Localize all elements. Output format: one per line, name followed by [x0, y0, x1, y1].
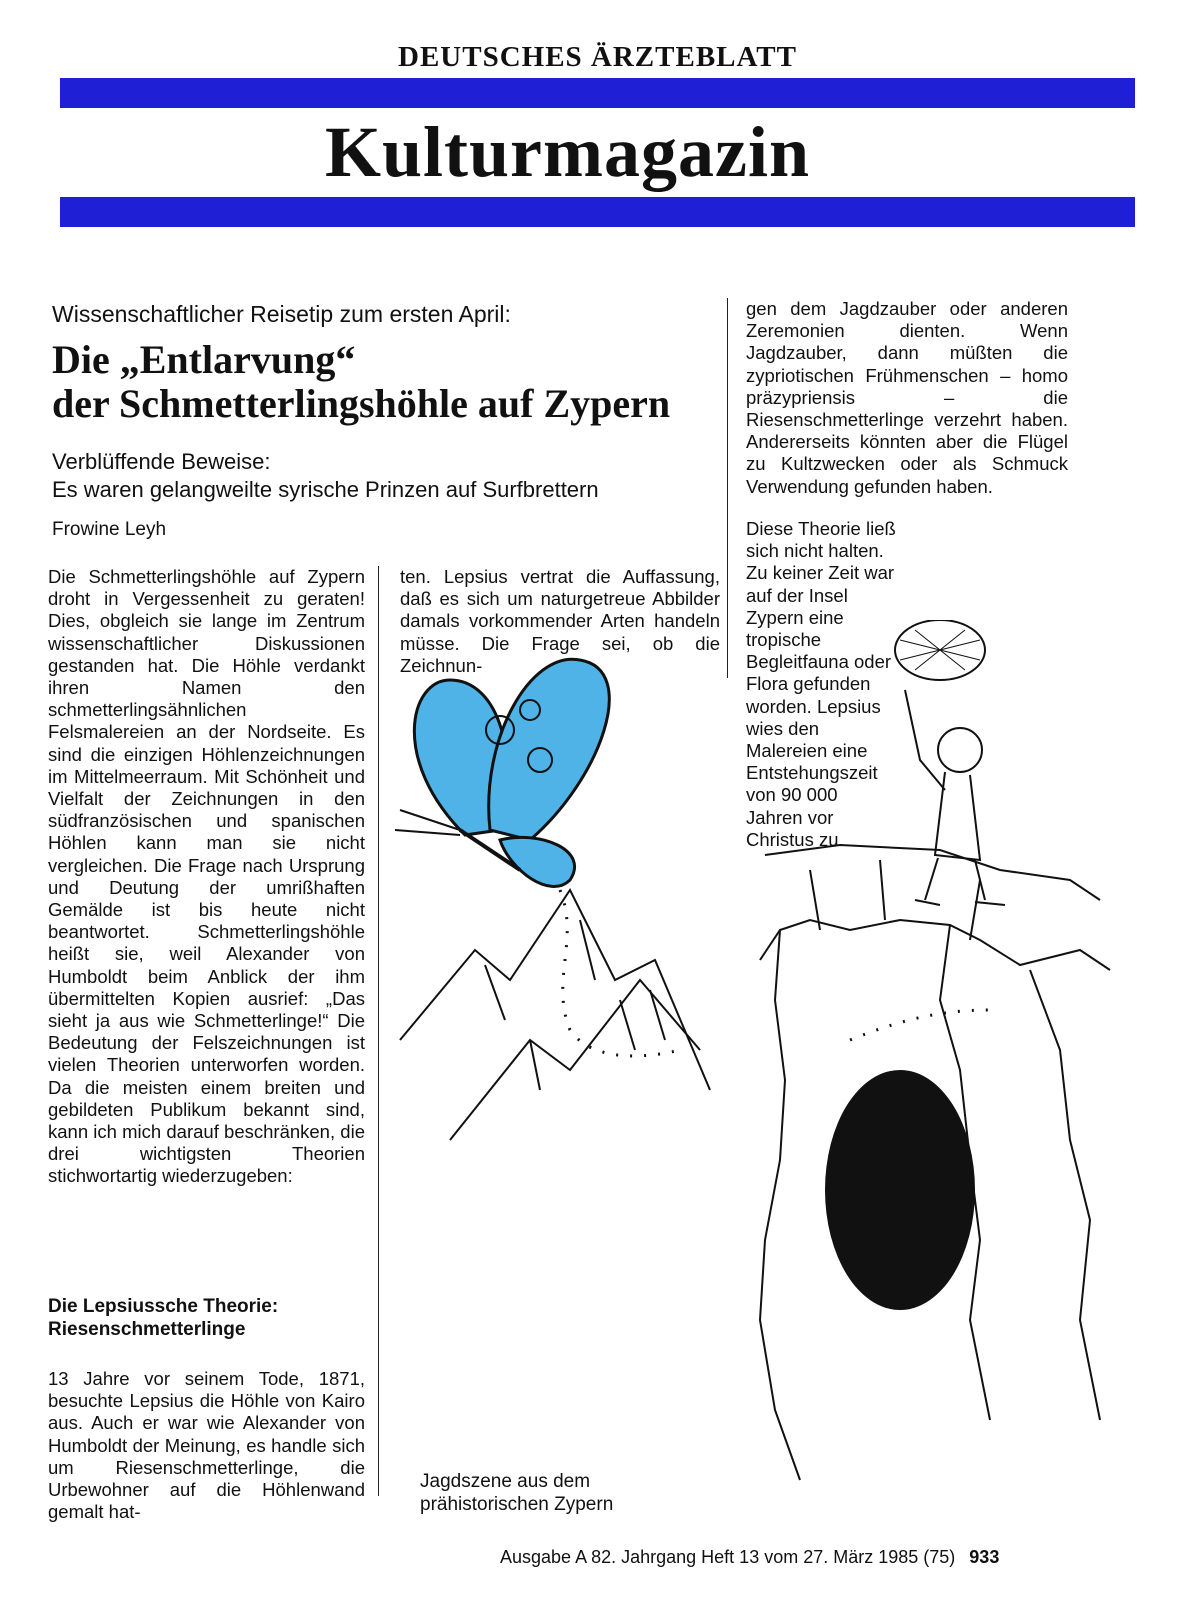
body-paragraph: gen dem Jagdzauber oder anderen Zeremonien dienten. Wenn Jagdzauber, dann müßten die zypriotischen Frühmenschen – homo präzypriensis – die Riesenschmetterlinge verzehrt haben. Andererseits könnten aber die Flügel zu Kultzwecken oder als Schmuck Verwendung gefunden haben.: [746, 298, 1068, 497]
flight-path: [850, 1010, 990, 1040]
issue-info: Ausgabe A 82. Jahrgang Heft 13 vom 27. März 1985 (75): [500, 1547, 956, 1567]
article-column-1-continued: [48, 1368, 365, 1523]
cartoon-illustration: [380, 620, 1140, 1520]
headline-line-1: Die „Entlarvung“: [52, 337, 356, 382]
subsection-heading: [48, 1295, 365, 1341]
bottom-blue-bar: [60, 197, 1135, 227]
column-divider: [378, 566, 379, 1496]
figure-caption-line-2: prähistorischen Zypern: [420, 1494, 614, 1515]
figure-caption-line-1: Jagdszene aus dem: [420, 1471, 591, 1492]
caveman-drawing: [895, 620, 1005, 905]
body-paragraph: Diese Theorie ließ sich nicht halten. Zu keiner Zeit war auf der Insel Zypern eine tropische Begleitfauna oder Flora gefunden worden. Lepsius wies den Malereien eine Entstehungszeit von 90 000 Jahren vor Christus zu.: [746, 518, 896, 850]
subhead-line-1: Verblüffende Beweise:: [52, 449, 271, 474]
mountains-drawing: [400, 890, 710, 1140]
top-blue-bar: [60, 78, 1135, 108]
page-footer: [500, 1546, 999, 1568]
page-number: 933: [969, 1547, 1000, 1567]
article-column-3: [746, 298, 1068, 498]
subsection-heading-line-1: Die Lepsiussche Theorie:: [48, 1296, 279, 1317]
figure-caption: [420, 1470, 613, 1516]
subhead: [52, 448, 732, 504]
subsection-heading-line-2: Riesenschmetterlinge: [48, 1319, 246, 1340]
kicker: Wissenschaftlicher Reisetip zum ersten April:: [52, 301, 511, 327]
masthead: DEUTSCHES ÄRZTEBLATT: [398, 41, 797, 73]
headline-line-2: der Schmetterlingshöhle auf Zypern: [52, 381, 671, 426]
cave-opening: [825, 1070, 975, 1310]
author: Frowine Leyh: [52, 519, 167, 540]
body-paragraph: Die Schmetterlingshöhle auf Zypern droht in Vergessenheit zu geraten! Dies, obgleich sie lange im Zentrum wissenschaftlicher Diskussionen gestanden hat. Die Höhle verdankt ihren Namen den schmetterlingsähnlichen Felsmalereien an der Nordseite. Es sind die einzigen Höhlenzeichnungen im Mittelmeerraum. Mit Schönheit und Vielfalt der Zeichnungen in den südfranzösischen und spanischen Höhlen kann man sie nicht vergleichen. Die Frage nach Ursprung und Deutung der umrißhaften Gemälde ist bis heute nicht beantwortet. Schmetterlingshöhle heißt sie, weil Alexander von Humboldt beim Anblick der ihm übermittelten Kopien ausrief: „Das sieht ja aus wie Schmetterlinge!“ Die Bedeutung der Felszeichnungen ist vielen Theorien unterworfen worden. Da die meisten einem breiten und gebildeten Publikum bekannt sind, kann ich mich darauf beschränken, die drei wichtigsten Theorien stichwortartig wiederzugeben:: [48, 566, 365, 1187]
body-paragraph: 13 Jahre vor seinem Tode, 1871, besuchte Lepsius die Höhle von Kairo aus. Auch er war wie Alexander von Humboldt der Meinung, es handle sich um Riesenschmetterlinge, die Urbewohner auf die Höhlenwand gemalt hat-: [48, 1368, 365, 1523]
article-column-1: [48, 566, 365, 1188]
headline: [52, 338, 732, 426]
body-paragraph: ten. Lepsius vertrat die Auffassung, daß es sich um naturgetreue Abbilder damals vorkommender Arten handeln müsse. Die Frage sei, ob die Zeichnun-: [400, 566, 720, 676]
section-title: Kulturmagazin: [324, 112, 810, 192]
butterfly-drawing: [395, 659, 609, 886]
subhead-line-2: Es waren gelangweilte syrische Prinzen auf Surfbrettern: [52, 477, 599, 502]
